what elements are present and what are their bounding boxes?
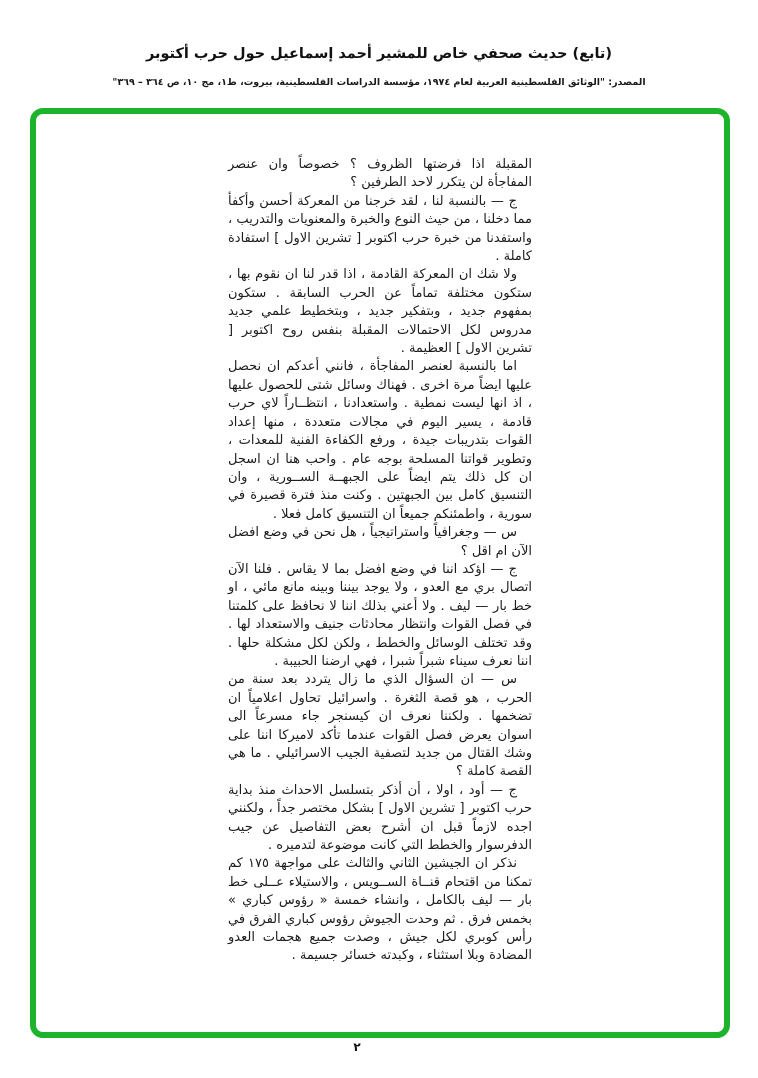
paragraph-continuation: المقبلة اذا فرضتها الظروف ؟ خصوصاً وان عنصر المفاجأة لن يتكرر لاحد الطرفين ؟: [228, 157, 532, 191]
page-title: (تابع) حديث صحفي خاص للمشير أحمد إسماعيل حول حرب أكتوبر: [145, 46, 612, 62]
source-citation: المصدر: "الوثائق الفلسطينية العربية لعام ١٩٧٤، مؤسسة الدراسات الفلسطينية، بيروت، ط١، مج ١٠، ص ٣٦٤ – ٣٦٩": [112, 77, 646, 88]
paragraph-question: س — وجغرافياً واستراتيجياً ، هل نحن في وضع افضل الآن ام اقل ؟: [228, 525, 532, 559]
paragraph-answer: ج — بالنسبة لنا ، لقد خرجنا من المعركة أحسن وأكفأ مما دخلنا ، من حيث النوع والخبرة والمعنويات والتدريب ، واستفدنا من خبرة حرب اكتوبر [ تشرين الاول ] استفادة كاملة .: [228, 193, 532, 265]
body-text: [228, 114, 532, 966]
paragraph-question: س — ان السؤال الذي ما زال يتردد بعد سنة من الحرب ، هو قصة الثغرة . واسرائيل تحاول اعلامياً ان تضخمها . ولكننا نعرف ان كيسنجر جاء مسرعاً الى اسوان يعرض فصل القوات عندما تأكد لاميركا اننا على وشك القتال من جديد لتصفية الجيب الاسرائيلي . ما هي القصة كاملة ؟: [228, 672, 532, 780]
paragraph-answer: ولا شك ان المعركة القادمة ، اذا قدر لنا ان نقوم بها ، ستكون مختلفة تماماً عن الحرب السابقة . ستكون بمفهوم جديد ، وبتفكير جديد ، وبتخطيط علمي جديد مدروس لكل الاحتمالات المقبلة بنفس روح اكتوبر [ تشرين الاول ] العظيمة .: [228, 267, 532, 357]
page-number: ٢: [353, 1040, 361, 1054]
paragraph-answer: نذكر ان الجيشين الثاني والثالث على مواجهة ١٧٥ كم تمكنا من اقتحام قنــاة الســويس ، والاستيلاء عــلى خط بار — ليف بالكامل ، وانشاء خمسة « رؤوس كباري » بخمس فرق . ثم وحدت الجيوش رؤوس كباري الفرق في رأس كوبري لكل جيش ، وصدت جميع هجمات العدو المضادة وبلا استثناء ، وكبدته خسائر جسيمة .: [228, 856, 532, 964]
paragraph-answer: ج — اؤكد اننا في وضع افضل بما لا يقاس . فلنا الآن اتصال بري مع العدو ، ولا يوجد بيننا وبينه مانع مائي ، او خط بار — ليف . ولا أعني بذلك اننا لا نحافظ على كلمتنا في فصل القوات وانتظار محادثات جنيف والاستعداد لها . وقد تختلف الوسائل والخطط ، ولكن لكل مشكلة حلها . اننا نعرف سيناء شبراً شبرا ، فهي ارضنا الحبيبة .: [228, 561, 532, 669]
paragraph-answer: اما بالنسبة لعنصر المفاجأة ، فانني أعدكم ان نحصل عليها ايضاً مرة اخرى . فهناك وسائل شتى للحصول عليها ، اذ انها ليست نمطية . واستعدادنا ، انتظــاراً لاي حرب قادمة ، يسير اليوم في مجالات متعددة ، منها إعداد القوات بتدريبات جيدة ، ورفع الكفاءة الفنية للمعدات ، وتطوير قواتنا المسلحة بوجه عام . واحب هنا ان اسجل ان كل ذلك يتم ايضاً على الجبهــة الســورية ، وان التنسيق كامل بين الجبهتين . وكنت منذ فترة قصيرة في سورية ، واطمئنكم جميعاً ان التنسيق كامل فعلا .: [228, 359, 532, 522]
paragraph-answer: ج — أود ، اولا ، أن أذكر بتسلسل الاحداث منذ بداية حرب اكتوبر [ تشرين الاول ] بشكل مختصر جداً ، ولكنني اجده لازماً قبل ان أشرح بعض التفاصيل عن جيب الدفرسوار والخطط التي كانت موضوعة لتدميره .: [228, 782, 532, 854]
content-frame: [30, 108, 730, 1038]
